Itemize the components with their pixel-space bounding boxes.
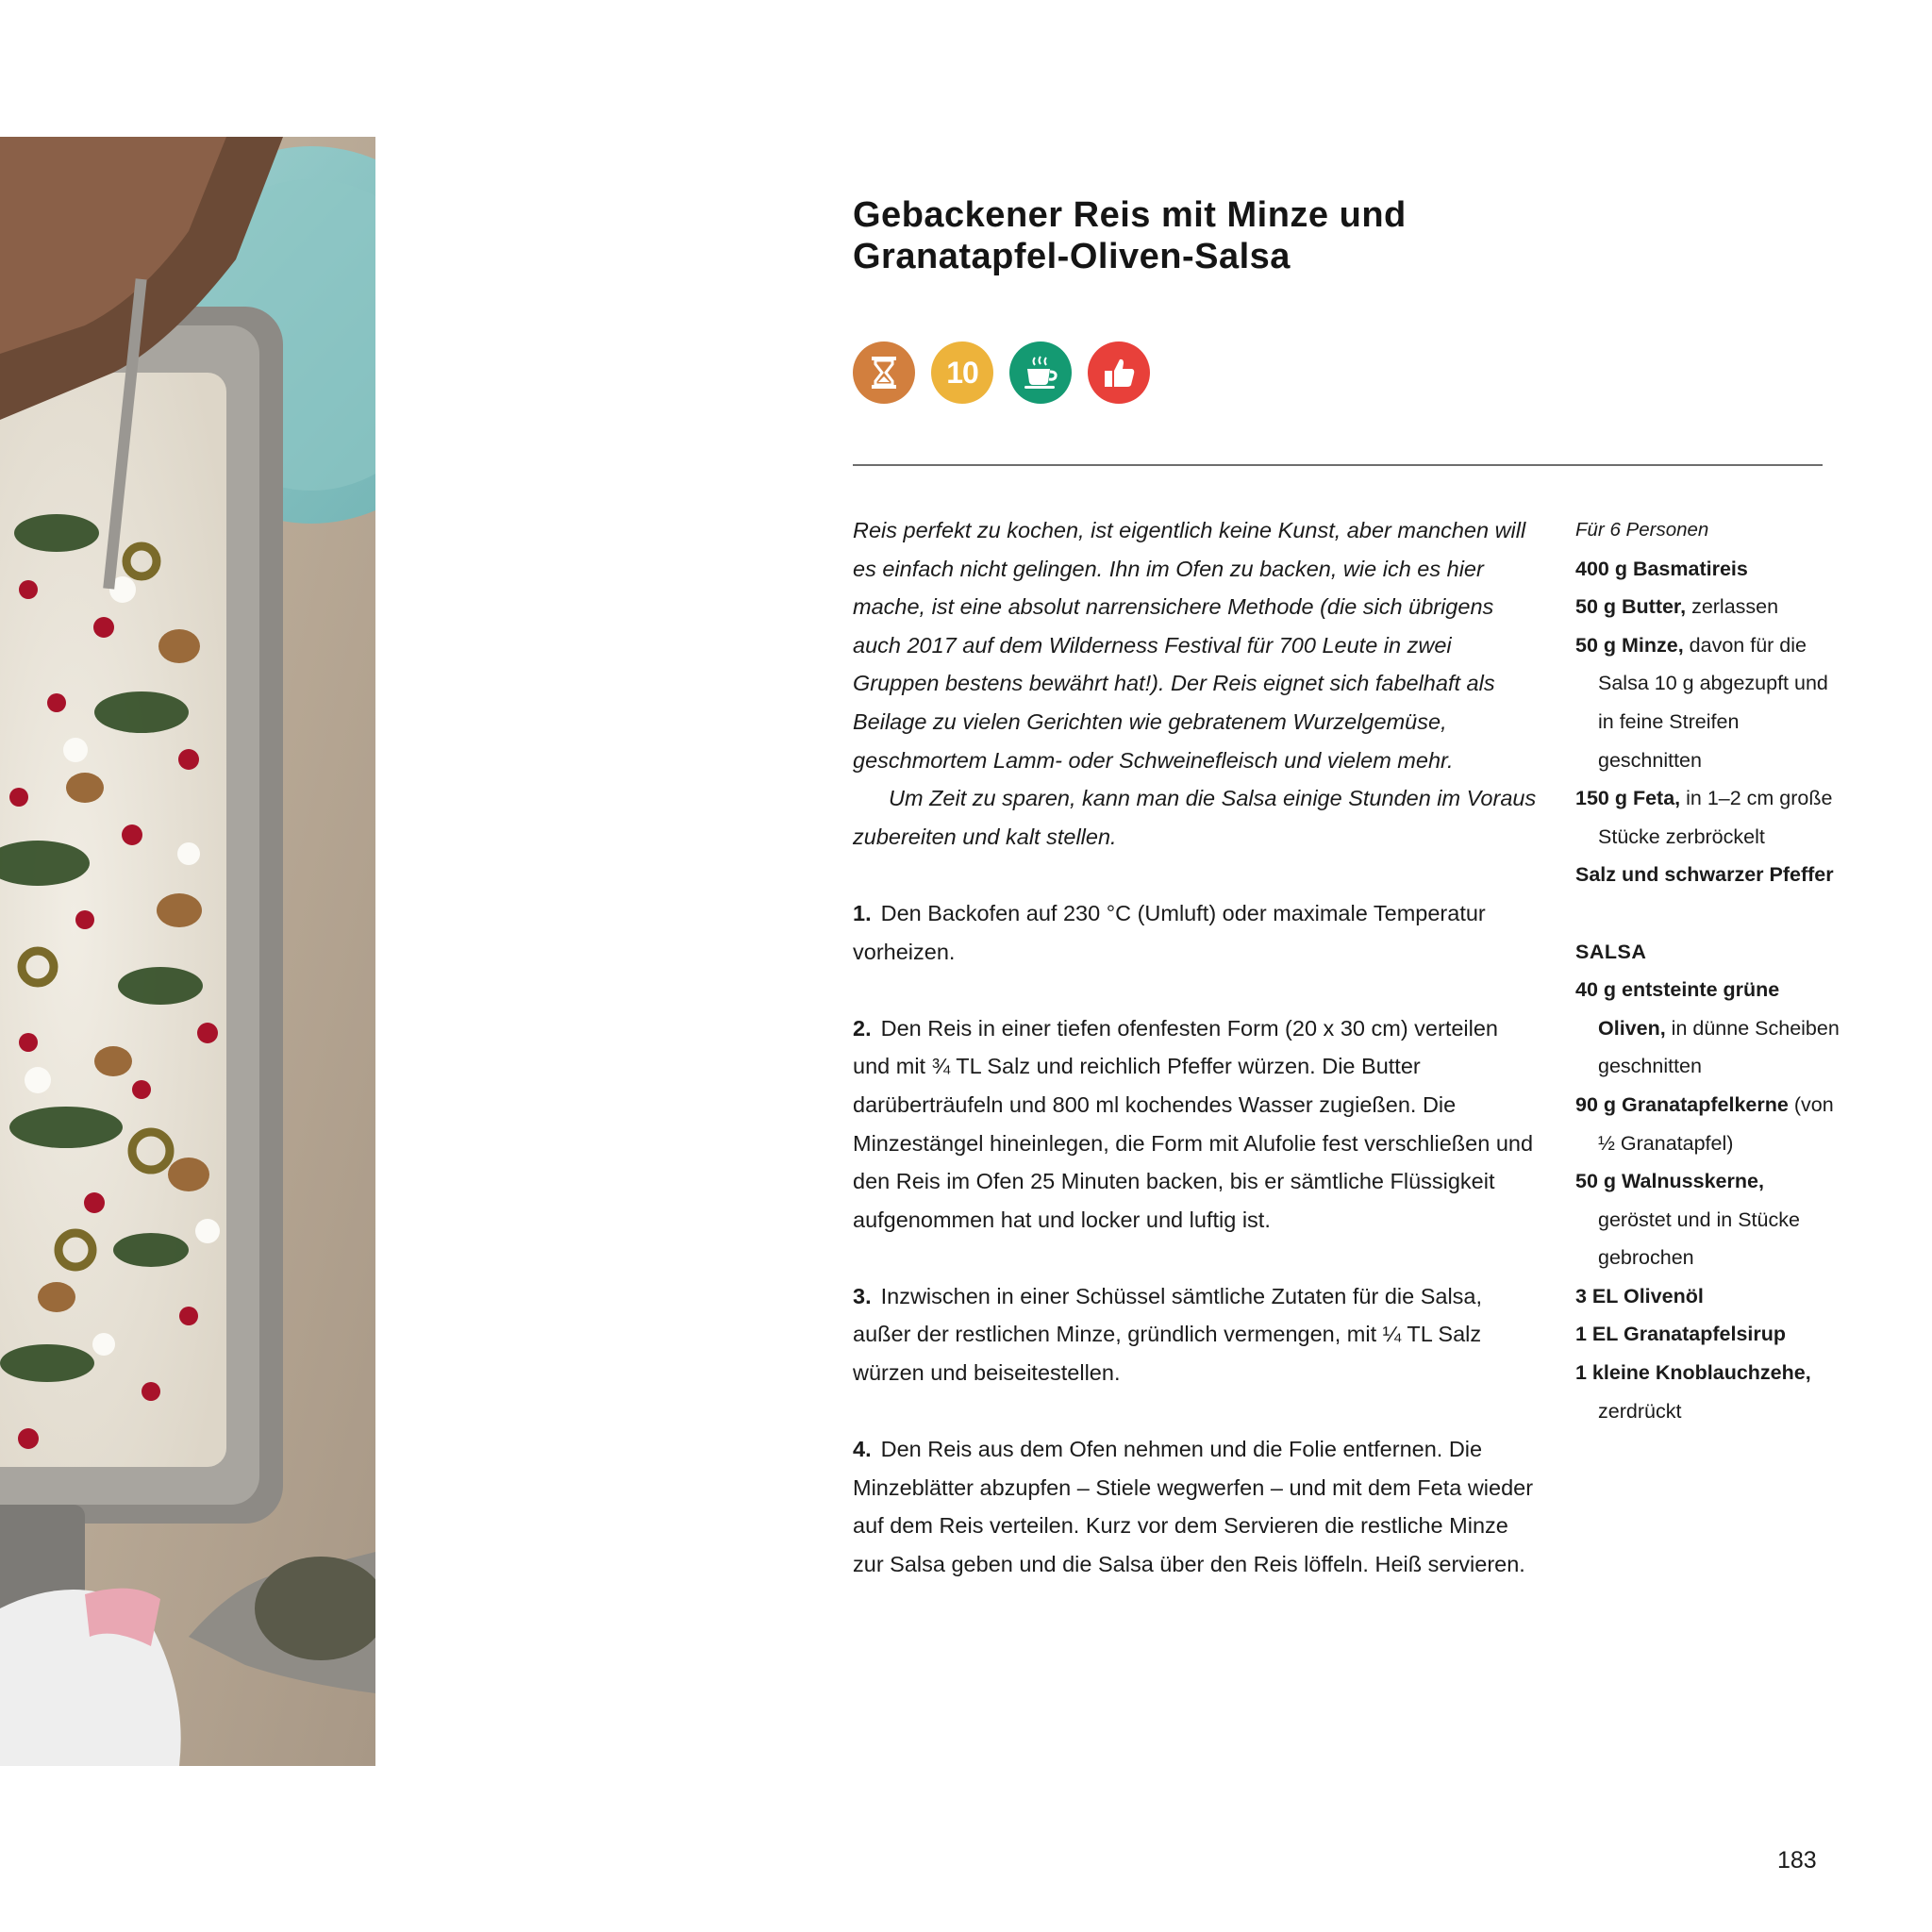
recipe-title-line2: Granatapfel-Oliven-Salsa bbox=[853, 237, 1291, 276]
recipe-body bbox=[853, 511, 1537, 1584]
step-number: 1. bbox=[853, 900, 872, 925]
recipe-step bbox=[853, 1277, 1537, 1392]
thumbs-up-icon bbox=[1088, 341, 1150, 404]
ingredient-item bbox=[1575, 588, 1840, 626]
ingredient-name: Salz und schwarzer Pfeffer bbox=[1575, 863, 1834, 887]
title-divider bbox=[853, 464, 1823, 466]
recipe-step bbox=[853, 1430, 1537, 1583]
ingredient-name: 90 g Granatapfelkerne bbox=[1575, 1092, 1789, 1116]
ingredient-item bbox=[1575, 971, 1840, 1086]
recipe-title-line1: Gebackener Reis mit Minze und bbox=[853, 195, 1407, 235]
page-number: 183 bbox=[1777, 1847, 1817, 1874]
ingredient-name: 50 g Butter, bbox=[1575, 595, 1687, 619]
coffee-cup-icon bbox=[1009, 341, 1072, 404]
step-number: 3. bbox=[853, 1283, 872, 1308]
recipe-steps bbox=[853, 894, 1537, 1584]
ingredient-item bbox=[1575, 550, 1840, 589]
ingredient-item bbox=[1575, 1086, 1840, 1162]
ingredient-item bbox=[1575, 626, 1840, 779]
recipe-photo bbox=[0, 137, 375, 1766]
recipe-step bbox=[853, 894, 1537, 971]
ingredient-note: in 1–2 cm große Stücke zerbröckelt bbox=[1598, 787, 1833, 848]
step-text: Inzwischen in einer Schüssel sämtliche Zutaten für die Salsa, außer der restlichen Minze, gründlich vermengen, mit ¼ TL Salz würzen und beiseitestellen. bbox=[853, 1283, 1483, 1386]
ingredient-item bbox=[1575, 1277, 1840, 1316]
ingredient-note: in dünne Scheiben geschnitten bbox=[1598, 1016, 1840, 1078]
ingredient-name: 3 EL Olivenöl bbox=[1575, 1284, 1704, 1307]
ingredient-name: 50 g Minze, bbox=[1575, 633, 1684, 657]
recipe-intro bbox=[853, 511, 1537, 856]
ingredient-item bbox=[1575, 1315, 1840, 1354]
ingredient-note: (von ½ Granatapfel) bbox=[1598, 1092, 1834, 1155]
ingredient-note: davon für die Salsa 10 g abgezupft und in feine Streifen geschnitten bbox=[1598, 633, 1828, 772]
ingredient-name: 1 kleine Knoblauchzehe, bbox=[1575, 1361, 1811, 1385]
intro-paragraph: Um Zeit zu sparen, kann man die Salsa einige Stunden im Voraus zubereiten und kalt stellen. bbox=[853, 786, 1537, 849]
ingredient-item bbox=[1575, 1162, 1840, 1277]
recipe-title bbox=[853, 194, 1834, 277]
ingredient-note: zerdrückt bbox=[1598, 1399, 1682, 1423]
ingredients-list bbox=[1575, 511, 1840, 1430]
ingredient-note: geröstet und in Stücke gebrochen bbox=[1598, 1208, 1800, 1270]
step-text: Den Backofen auf 230 °C (Umluft) oder maximale Temperatur vorheizen. bbox=[853, 900, 1486, 964]
step-text: Den Reis in einer tiefen ofenfesten Form (20 x 30 cm) verteilen und mit ¾ TL Salz und reichlich Pfeffer würzen. Die Butter darüberträufeln und 800 ml kochendes Wasser zugießen. Die Minzestängel hineinlegen, die Form mit Alufolie fest verschließen und den Reis im Ofen 25 Minuten backen, bis er sämtliche Flüssigkeit aufgenommen hat und locker und luftig ist. bbox=[853, 1015, 1534, 1232]
servings-count-badge: 10 bbox=[931, 341, 993, 404]
ingredient-name: 150 g Feta, bbox=[1575, 787, 1681, 810]
step-text: Den Reis aus dem Ofen nehmen und die Folie entfernen. Die Minzeblätter abzupfen – Stiele wegwerfen – und mit dem Feta wieder auf dem Reis verteilen. Kurz vor dem Servieren die restliche Minze zur Salsa geben und die Salsa über den Reis löffeln. Heiß servieren. bbox=[853, 1437, 1534, 1577]
ingredient-name: 1 EL Granatapfelsirup bbox=[1575, 1323, 1787, 1346]
ingredient-item bbox=[1575, 856, 1840, 894]
salsa-heading: SALSA bbox=[1575, 940, 1647, 963]
ingredient-note: zerlassen bbox=[1686, 595, 1779, 619]
ingredient-name: 50 g Walnusskerne, bbox=[1575, 1170, 1764, 1193]
intro-paragraph: Reis perfekt zu kochen, ist eigentlich keine Kunst, aber manchen will es einfach nicht gelingen. Ihn im Ofen zu backen, wie ich es hier mache, ist eine absolut narrensichere Methode (die sich übrigens auch 2017 auf dem Wilderness Festival für 700 Leute in zwei Gruppen bestens bewährt hat!). Der Reis eignet sich fabelhaft als Beilage zu vielen Gerichten wie gebratenem Wurzelgemüse, geschmortem Lamm- oder Schweinefleisch und vielem mehr. bbox=[853, 518, 1526, 773]
ingredient-name: 40 g entsteinte grüne Oliven, bbox=[1575, 978, 1780, 1040]
servings-label: Für 6 Personen bbox=[1575, 519, 1709, 541]
ingredient-item bbox=[1575, 779, 1840, 856]
hourglass-icon bbox=[853, 341, 915, 404]
baked-rice-dish-photo bbox=[0, 137, 375, 1766]
ingredient-item bbox=[1575, 1354, 1840, 1430]
ingredient-name: 400 g Basmatireis bbox=[1575, 557, 1748, 580]
recipe-step bbox=[853, 1009, 1537, 1240]
step-number: 2. bbox=[853, 1015, 872, 1041]
step-number: 4. bbox=[853, 1437, 872, 1462]
